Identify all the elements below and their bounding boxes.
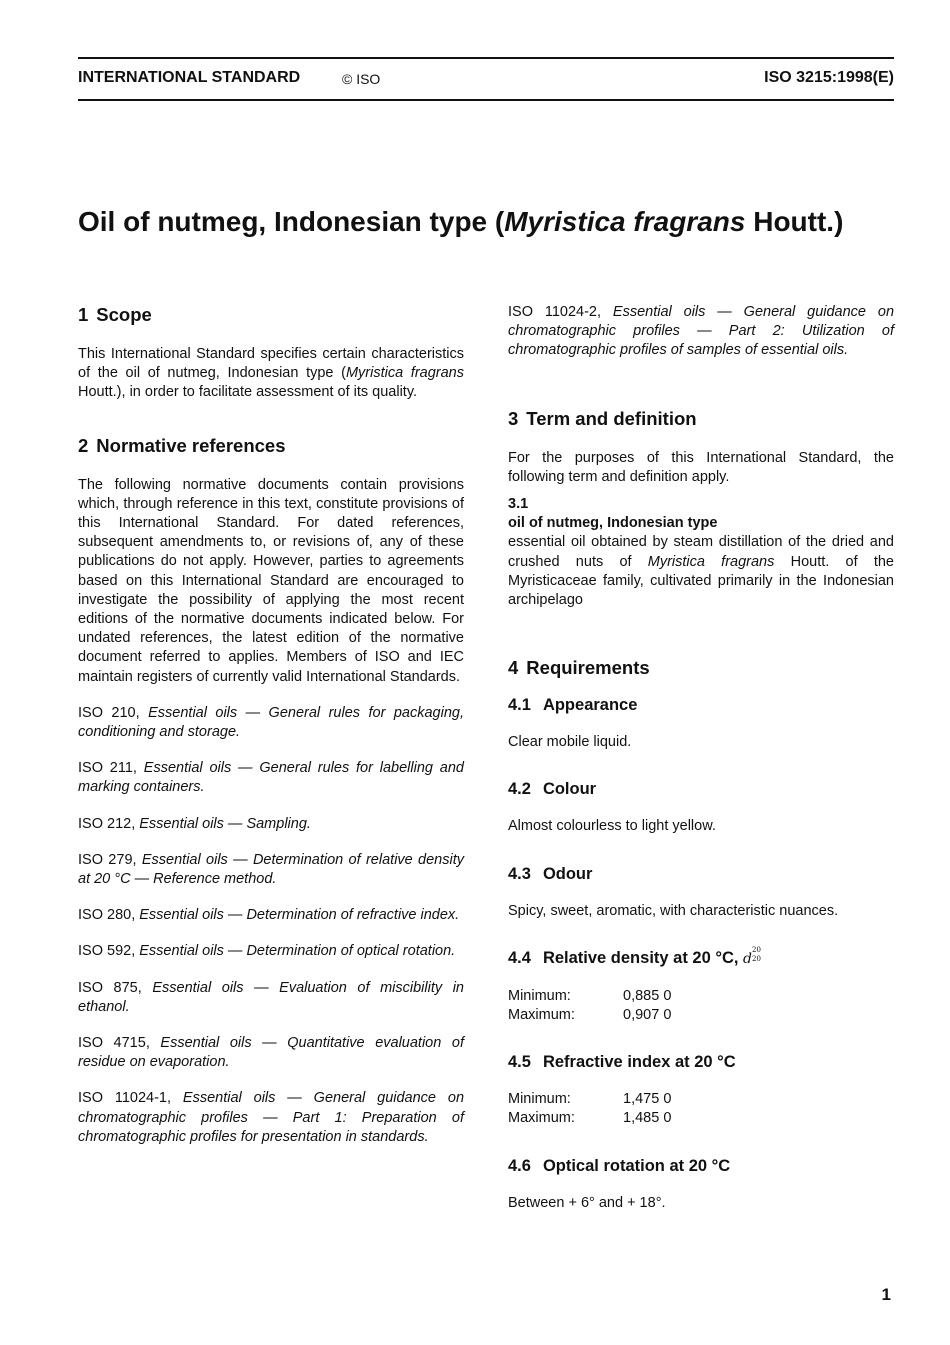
section-title: Normative references (96, 434, 286, 456)
min-value: 0,885 0 (623, 987, 672, 1004)
header-copyright: © ISO (342, 71, 381, 87)
reference-item (78, 704, 464, 742)
section-number: 2 (78, 434, 89, 456)
reference-item (78, 979, 464, 1017)
ref-code: ISO 210, (78, 704, 149, 721)
title-species: Myristica fragrans (504, 206, 746, 237)
density-subscript: 20 (752, 954, 761, 963)
ref-code: ISO 592, (78, 943, 140, 960)
header-standard-type: INTERNATIONAL STANDARD (78, 69, 301, 86)
section-number: 3 (508, 407, 519, 429)
subsection-number: 4.1 (508, 696, 531, 715)
subsection-heading-colour (508, 778, 894, 800)
min-value: 1,475 0 (623, 1091, 672, 1108)
normative-intro: The following normative documents contain provisions which, through reference in this text, constitute provisions of this International Standard. For dated references, subsequent amendments to, or revisions of, any of these publications do not apply. However, parties to agreements based on this International Standard are encouraged to investigate the possibility of applying the most recent editions of the normative documents indicated below. For undated references, the latest edition of the normative document referred to applies. Members of ISO and IEC maintain registers of currently valid International Standards. (78, 476, 464, 685)
subsection-title: Relative density at 20 °C, (542, 948, 739, 967)
min-label: Minimum: (508, 987, 571, 1004)
reference-item (78, 906, 464, 925)
ref-title: Essential oils — General rules for packaging, conditioning and storage. (78, 704, 464, 741)
reference-item (78, 1089, 464, 1147)
ref-code: ISO 279, (78, 851, 142, 868)
density-symbol-letter: d (743, 950, 753, 967)
section-heading-requirements (508, 655, 894, 681)
subsection-title: Appearance (542, 696, 638, 715)
density-symbol (743, 945, 761, 967)
ref-code: ISO 211, (78, 760, 144, 777)
subsection-number: 4.3 (508, 864, 531, 883)
subsection-title: Optical rotation at 20 °C (542, 1156, 731, 1175)
subsection-heading-refractive (508, 1051, 894, 1073)
header-rule-top (78, 57, 894, 59)
density-maximum-row (508, 1006, 894, 1025)
definition-term: oil of nutmeg, Indonesian type (508, 515, 718, 532)
left-column (78, 300, 464, 1147)
reference-item (78, 942, 464, 961)
title-part-1: Oil of nutmeg, Indonesian type ( (78, 206, 505, 237)
min-label: Minimum: (508, 1091, 571, 1108)
ref-title: Essential oils — General rules for labelling and marking containers. (78, 760, 464, 796)
title-part-2: Houtt.) (745, 206, 844, 237)
subsection-number: 4.6 (508, 1156, 531, 1175)
ref-code: ISO 4715, (78, 1035, 161, 1052)
ref-code: ISO 875, (78, 979, 153, 996)
subsection-heading-optical (508, 1155, 894, 1177)
ref-title: Essential oils — Sampling. (139, 815, 311, 832)
density-superscript: 20 (752, 945, 761, 954)
scope-text-a: This International Standard specifies certain characteristics of the oil of nutmeg, Indonesian type ( (78, 346, 464, 382)
subsection-heading-density (508, 947, 894, 970)
definition-number: 3.1 (508, 496, 529, 513)
definition-species: Myristica fragrans (647, 553, 775, 570)
ref-title: Essential oils — Determination of optical rotation. (139, 943, 456, 960)
subsection-number: 4.4 (508, 948, 531, 967)
definition-text-a: essential oil obtained by steam distillation of the dried and crushed nuts of (508, 534, 894, 570)
ref-title: Essential oils — General guidance on chromatographic profiles — Part 1: Preparation of chromatographic profiles for presentation in standards. (78, 1090, 465, 1145)
reference-item (78, 1034, 464, 1072)
header-rule-bottom (78, 99, 894, 101)
ref-title: Essential oils — Quantitative evaluation of residue on evaporation. (78, 1035, 464, 1071)
ref-code: ISO 280, (78, 907, 140, 924)
reference-item (78, 815, 464, 834)
reference-item (78, 851, 464, 889)
ref-title: Essential oils — Evaluation of miscibility in ethanol. (78, 979, 464, 1015)
right-column (508, 300, 894, 1213)
refractive-minimum-row (508, 1090, 894, 1109)
definition-text (508, 533, 894, 610)
optical-text: Between + 6° and + 18°. (508, 1194, 666, 1211)
subsection-heading-odour (508, 863, 894, 885)
colour-text: Almost colourless to light yellow. (508, 818, 716, 835)
scope-text (78, 345, 464, 403)
ref-title: Essential oils — Determination of refractive index. (139, 907, 460, 924)
refractive-maximum-row (508, 1109, 894, 1128)
reference-item (78, 759, 464, 797)
section-heading-normative (78, 433, 464, 459)
header-document-id: ISO 3215:1998(E) (764, 69, 894, 86)
section-title: Requirements (526, 657, 650, 679)
subsection-number: 4.2 (508, 780, 531, 799)
definition-text-b: Houtt. of the Myristicaceae family, cultivated primarily in the Indonesian archipelago (508, 553, 895, 609)
ref-code: ISO 11024-2, (508, 304, 613, 320)
max-value: 1,485 0 (623, 1110, 672, 1127)
subsection-number: 4.5 (508, 1053, 531, 1072)
document-title (78, 206, 908, 238)
subsection-title: Refractive index at 20 °C (542, 1053, 736, 1072)
section-title: Scope (96, 304, 152, 325)
ref-title: Essential oils — Determination of relative density at 20 °C — Reference method. (78, 851, 464, 888)
ref-code: ISO 212, (78, 815, 140, 832)
subsection-title: Colour (542, 780, 597, 799)
odour-text: Spicy, sweet, aromatic, with characteristic nuances. (508, 902, 839, 919)
page-number: 1 (881, 1285, 891, 1304)
scope-species: Myristica fragrans (345, 365, 464, 382)
running-header (78, 69, 894, 91)
max-value: 0,907 0 (623, 1007, 672, 1024)
section-heading-scope (78, 302, 464, 328)
term-intro: For the purposes of this International Standard, the following term and definition apply. (508, 449, 894, 485)
density-minimum-row (508, 987, 894, 1006)
section-title: Term and definition (526, 407, 697, 429)
scope-text-b: Houtt.), in order to facilitate assessment of its quality. (78, 384, 418, 401)
max-label: Maximum: (508, 1110, 575, 1127)
subsection-title: Odour (542, 864, 593, 883)
ref-code: ISO 11024-1, (78, 1090, 183, 1107)
section-number: 4 (508, 657, 519, 679)
subsection-heading-appearance (508, 694, 894, 716)
ref-title: Essential oils — General guidance on chromatographic profiles — Part 2: Utilization of chromatographic profiles of samples of essential oils. (508, 304, 895, 359)
section-heading-term (508, 406, 894, 432)
max-label: Maximum: (508, 1007, 575, 1024)
reference-item (508, 303, 894, 361)
section-number: 1 (78, 304, 89, 325)
appearance-text: Clear mobile liquid. (508, 734, 632, 751)
